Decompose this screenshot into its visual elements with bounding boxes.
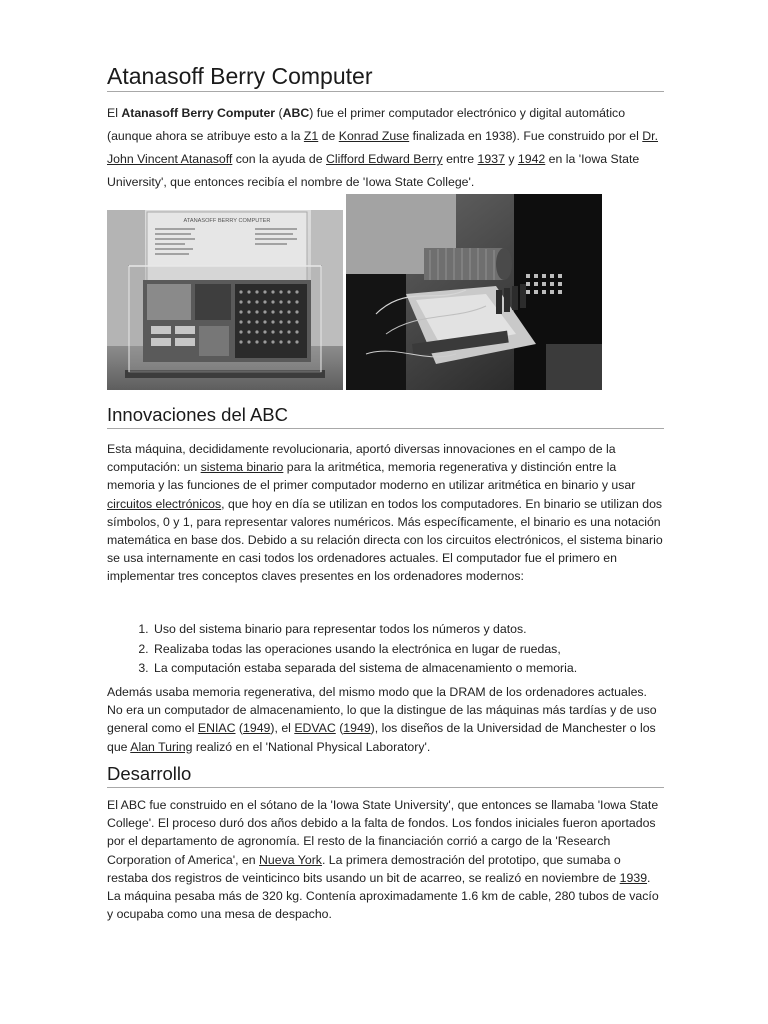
- abc-replica-image: [107, 210, 343, 390]
- innovaciones-paragraph: [107, 440, 664, 586]
- link-year-1949-eniac[interactable]: 1949: [243, 721, 271, 736]
- ademas-text: realizó en el 'National Physical Laboratory'.: [192, 739, 431, 754]
- link-edvac[interactable]: EDVAC: [294, 721, 336, 736]
- link-clifford-berry[interactable]: Clifford Edward Berry: [326, 152, 443, 166]
- ademas-text: ), los diseños de la Universidad de Manchester o los que: [107, 721, 656, 754]
- ademas-text: (: [335, 721, 344, 736]
- link-year-1939[interactable]: 1939: [619, 870, 648, 885]
- list-item: 1. Uso del sistema binario para representar todos los números y datos.: [152, 620, 664, 640]
- intro-bold-name: Atanasoff Berry Computer: [121, 106, 276, 120]
- intro-text: en la 'Iowa State University', que entonces recibía el nombre de 'Iowa State College'.: [107, 152, 640, 189]
- desarrollo-text: . La primera demostración del prototipo, que sumaba o restaba dos registros de veinticinco bits usando un bit de acarreo, se realizó en noviembre de: [107, 852, 621, 885]
- ademas-text: Además usaba memoria regenerativa, del mismo modo que la DRAM de los ordenadores actuales. No era un computador de almacenamiento, lo que la distingue de las máquinas más tardías y de uso general como el: [107, 685, 657, 736]
- list-item: 3. La computación estaba separada del sistema de almacenamiento o memoria.: [152, 659, 664, 679]
- section-heading-innovaciones: Innovaciones del ABC: [107, 403, 664, 429]
- intro-text: entre: [442, 152, 478, 166]
- desarrollo-paragraph: [107, 796, 664, 923]
- intro-text: El: [107, 106, 122, 120]
- link-year-1942[interactable]: 1942: [517, 152, 546, 166]
- concepts-list: [107, 620, 664, 679]
- link-sistema-binario[interactable]: sistema binario: [200, 460, 284, 475]
- innovaciones-text: para la aritmética, memoria regenerativa y distinción entre la memoria y las funciones de el primer computador moderno en utilizar aritmética en binario y usar: [107, 460, 636, 493]
- link-circuitos-electronicos[interactable]: circuitos electrónicos: [107, 496, 222, 511]
- abc-drum-memory-image: [346, 194, 602, 390]
- intro-text: (: [275, 106, 283, 120]
- innovaciones-text: Esta máquina, decididamente revolucionaria, aportó diversas innovaciones en el campo de la computación: un: [107, 442, 616, 475]
- link-eniac[interactable]: ENIAC: [197, 721, 236, 736]
- desarrollo-text: . La máquina pesaba más de 320 kg. Contenía aproximadamente 1.6 km de cable, 280 tubos de vacío y ocupaba como una mesa de despacho.: [107, 870, 659, 922]
- intro-text: ) fue el primer computador electrónico y digital automático (aunque ahora se atribuye esto a la: [107, 106, 626, 143]
- link-konrad-zuse[interactable]: Konrad Zuse: [338, 129, 410, 143]
- link-year-1937[interactable]: 1937: [477, 152, 505, 166]
- link-z1[interactable]: Z1: [303, 129, 319, 143]
- link-nueva-york[interactable]: Nueva York: [259, 852, 322, 867]
- page-title: Atanasoff Berry Computer: [107, 62, 664, 92]
- ademas-text: ), el: [270, 721, 295, 736]
- intro-paragraph: [107, 102, 664, 194]
- intro-text: con la ayuda de: [232, 152, 327, 166]
- abc-replica-photo: [107, 210, 343, 390]
- desarrollo-text: El ABC fue construido en el sótano de la 'Iowa State University', que entonces se llamaba 'Iowa State College'. El proceso duró dos años debido a la falta de fondos. Los fondos iniciales fueron aportados por el departamento de agronomía. El resto de la financiación corrió a cargo de la 'Research Corporation of America', en: [107, 798, 659, 867]
- ademas-paragraph: [107, 683, 664, 756]
- link-year-1949-edvac[interactable]: 1949: [343, 721, 371, 736]
- intro-text: finalizada en 1938). Fue construido por el: [409, 129, 643, 143]
- intro-bold-abbr: ABC: [282, 106, 310, 120]
- list-item: 2. Realizaba todas las operaciones usando la electrónica en lugar de ruedas,: [152, 640, 664, 660]
- ademas-text: (: [235, 721, 244, 736]
- link-john-atanasoff[interactable]: Dr. John Vincent Atanasoff: [107, 129, 659, 166]
- intro-text: y: [504, 152, 518, 166]
- innovaciones-text: , que hoy en día se utilizan en todos los computadores. En binario se utilizan dos símbolos, 0 y 1, para representar valores numéricos. Más específicamente, el binario es una notación matemática en base dos. Debido a su relación directa con los circuitos electrónicos, el sistema binario se usa internamente en casi todos los ordenadores actuales. El computador fue el primero en implementar tres conceptos claves presentes en los ordenadores modernos:: [107, 496, 663, 584]
- link-alan-turing[interactable]: Alan Turing: [130, 739, 193, 754]
- section-heading-desarrollo: Desarrollo: [107, 762, 664, 788]
- display-sign-text: ATANASOFF BERRY COMPUTER: [183, 218, 271, 224]
- abc-drum-memory-photo: [346, 194, 602, 390]
- intro-text: de: [318, 129, 339, 143]
